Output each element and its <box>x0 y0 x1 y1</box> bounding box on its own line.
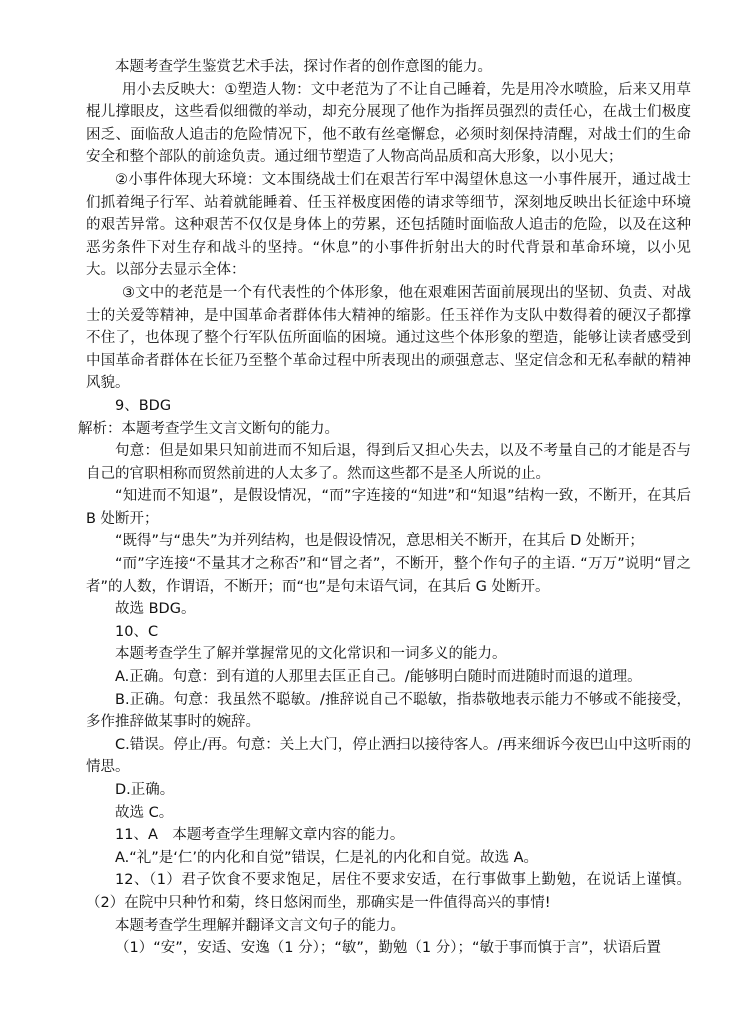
answer-12: 12、（1）君子饮食不要求饱足，居住不要求安适，在行事做事上勤勉，在说话上谨慎。（2）在院中只种竹和菊，终日悠闲而坐，那确实是一件值得高兴的事情! <box>86 872 691 911</box>
analysis-9: 解析：本题考查学生文言文断句的能力。 <box>78 420 339 437</box>
paragraph-point-3: ③文中的老范是一个有代表性的个体形象，他在艰难困苦面前展现出的坚韧、负责、对战士的关爱等精神，是中国革命者群体伟大精神的缩影。任玉祥作为支队中数得着的硬汉子都撑不住了，也体现了整个行军队伍所面临的困境。通过这些个体形象的塑造，能够让读者感受到中国革命者群体在长征乃至整个革命过程中所表现出的顽强意志、坚定信念和无私奉献的精神风貌。 <box>86 284 691 392</box>
break-b-explanation: “知进而不知退”，是假设情况，“而”字连接的“知进”和“知退”结构一致，不断开，在其后 B 处断开； <box>86 488 691 527</box>
paragraph-point-2: ②小事件体现大环境：文本围绕战士们在艰苦行军中渴望休息这一小事件展开，通过战士们抓着绳子行军、站着就能睡着、任玉祥极度困倦的请求等细节，深刻地反映出长征途中环境的艰苦异常。这种艰苦不仅仅是身体上的劳累，还包括随时面临敌人追击的危险，以及在这种恶劣条件下对生存和战斗的坚持。“休息”的小事件折射出大的时代背景和革命环境，以小见大。以部分去显示全体： <box>86 171 691 279</box>
answer-heading-9: 9、BDG <box>115 397 172 414</box>
explanation-12-1: （1）“安”，安适、安逸（1 分）；“敏”，勤勉（1 分）；“敏于事而慎于言”，状语后置 <box>115 940 661 957</box>
break-g-explanation: “而”字连接“不量其才之称否”和“冒之者”，不断开，整个作句子的主语. “万万”说明“冒之者”的人数，作谓语，不断开；而“也”是句末语气词，在其后 G 处断开。 <box>86 556 691 595</box>
paragraph-point-1: 用小去反映大：①塑造人物：文中老范为了不让自己睡着，先是用冷水喷脸，后来又用草棍儿撑眼皮，这些看似细微的举动，却充分展现了他作为指挥员强烈的责任心，在战士们极度困乏、面临敌人追击的危险情况下，他不敢有丝毫懈怠，必须时刻保持清醒，对战士们的生命安全和整个部队的前途负责。通过细节塑造了人物高尚品质和高大形象，以小见大； <box>86 81 691 166</box>
paragraph-intro: 本题考查学生鉴赏艺术手法，探讨作者的创作意图的能力。 <box>115 59 492 75</box>
answer-11: 11、A 本题考查学生理解文章内容的能力。 <box>115 827 405 844</box>
option-c-10: C.错误。停止/再。句意：关上大门，停止洒扫以接待客人。/再来细诉今夜巴山中这听雨的情思。 <box>86 736 691 776</box>
intro-12: 本题考查学生理解并翻译文言文句子的能力。 <box>115 917 405 934</box>
conclusion-10: 故选 C。 <box>115 804 174 821</box>
option-d-10: D.正确。 <box>115 782 175 798</box>
conclusion-9: 故选 BDG。 <box>115 601 196 618</box>
sentence-meaning-9: 句意：但是如果只知前进而不知后退，得到后又担心失去，以及不考量自己的才能是否与自己的官职相称而贸然前进的人太多了。然而这些都不是圣人所说的止。 <box>86 443 691 482</box>
option-b-10: B.正确。句意：我虽然不聪敏。/推辞说自己不聪敏，指恭敬地表示能力不够或不能接受，多作推辞做某事时的婉辞。 <box>86 691 691 731</box>
break-d-explanation: “既得”与“患失”为并列结构，也是假设情况，意思相关不断开，在其后 D 处断开； <box>115 533 644 550</box>
option-a-10: A.正确。句意：到有道的人那里去匡正自己。/能够明白随时而进随时而退的道理。 <box>115 669 642 686</box>
option-a-11: A.“礼”是‘仁’的内化和自觉”错误，仁是礼的内化和自觉。故选 A。 <box>115 849 539 866</box>
intro-10: 本题考查学生了解并掌握常见的文化常识和一词多义的能力。 <box>115 646 507 663</box>
answer-heading-10: 10、C <box>115 623 159 640</box>
